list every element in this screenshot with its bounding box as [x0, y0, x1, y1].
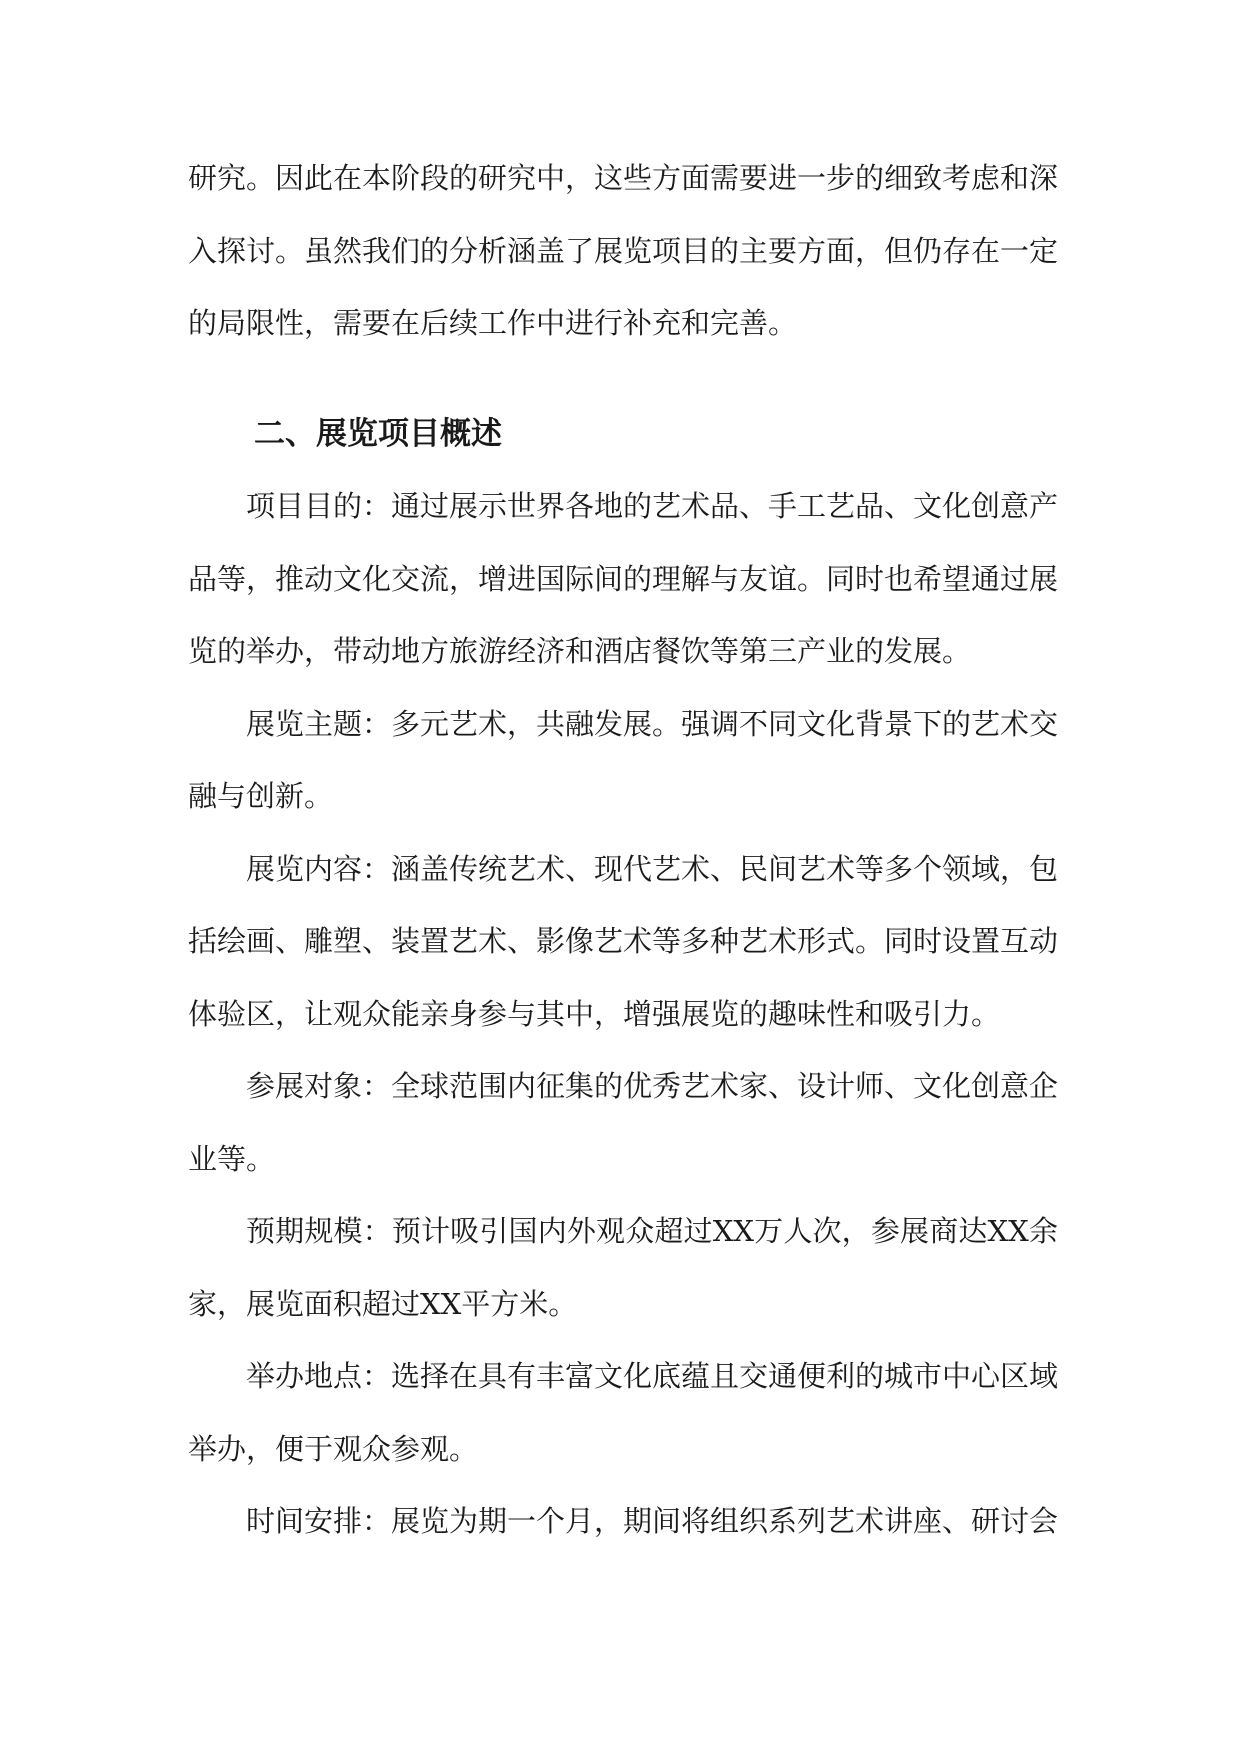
- paragraph-exhibitors: 参展对象：全球范围内征集的优秀艺术家、设计师、文化创意企业等。: [188, 1069, 1059, 1176]
- paragraph-exhibition-content: 展览内容：涵盖传统艺术、现代艺术、民间艺术等多个领域，包括绘画、雕塑、装置艺术、影像艺术等多种艺术形式。同时设置互动体验区，让观众能亲身参与其中，增强展览的趣味性和吸引力。: [188, 851, 1059, 1031]
- paragraph-venue: 举办地点：选择在具有丰富文化底蕴且交通便利的城市中心区域举办，便于观众参观。: [188, 1359, 1059, 1466]
- paragraph-schedule: 时间安排：展览为期一个月，期间将组织系列艺术讲座、研讨会: [246, 1504, 1059, 1538]
- paragraph-expected-scale: 预期规模：预计吸引国内外观众超过XX万人次，参展商达XX余家，展览面积超过XX平方米。: [188, 1214, 1058, 1321]
- intro-paragraph: 研究。因此在本阶段的研究中，这些方面需要进一步的细致考虑和深入探讨。虽然我们的分析涵盖了展览项目的主要方面，但仍存在一定的局限性，需要在后续工作中进行补充和完善。: [188, 161, 1059, 340]
- paragraph-exhibition-theme: 展览主题：多元艺术，共融发展。强调不同文化背景下的艺术交融与创新。: [188, 706, 1059, 813]
- section-heading: 二、展览项目概述: [254, 415, 502, 452]
- document-body: [188, 142, 1058, 1558]
- paragraph-project-purpose: 项目目的：通过展示世界各地的艺术品、手工艺品、文化创意产品等，推动文化交流，增进国际间的理解与友谊。同时也希望通过展览的举办，带动地方旅游经济和酒店餐饮等第三产业的发展。: [188, 489, 1059, 668]
